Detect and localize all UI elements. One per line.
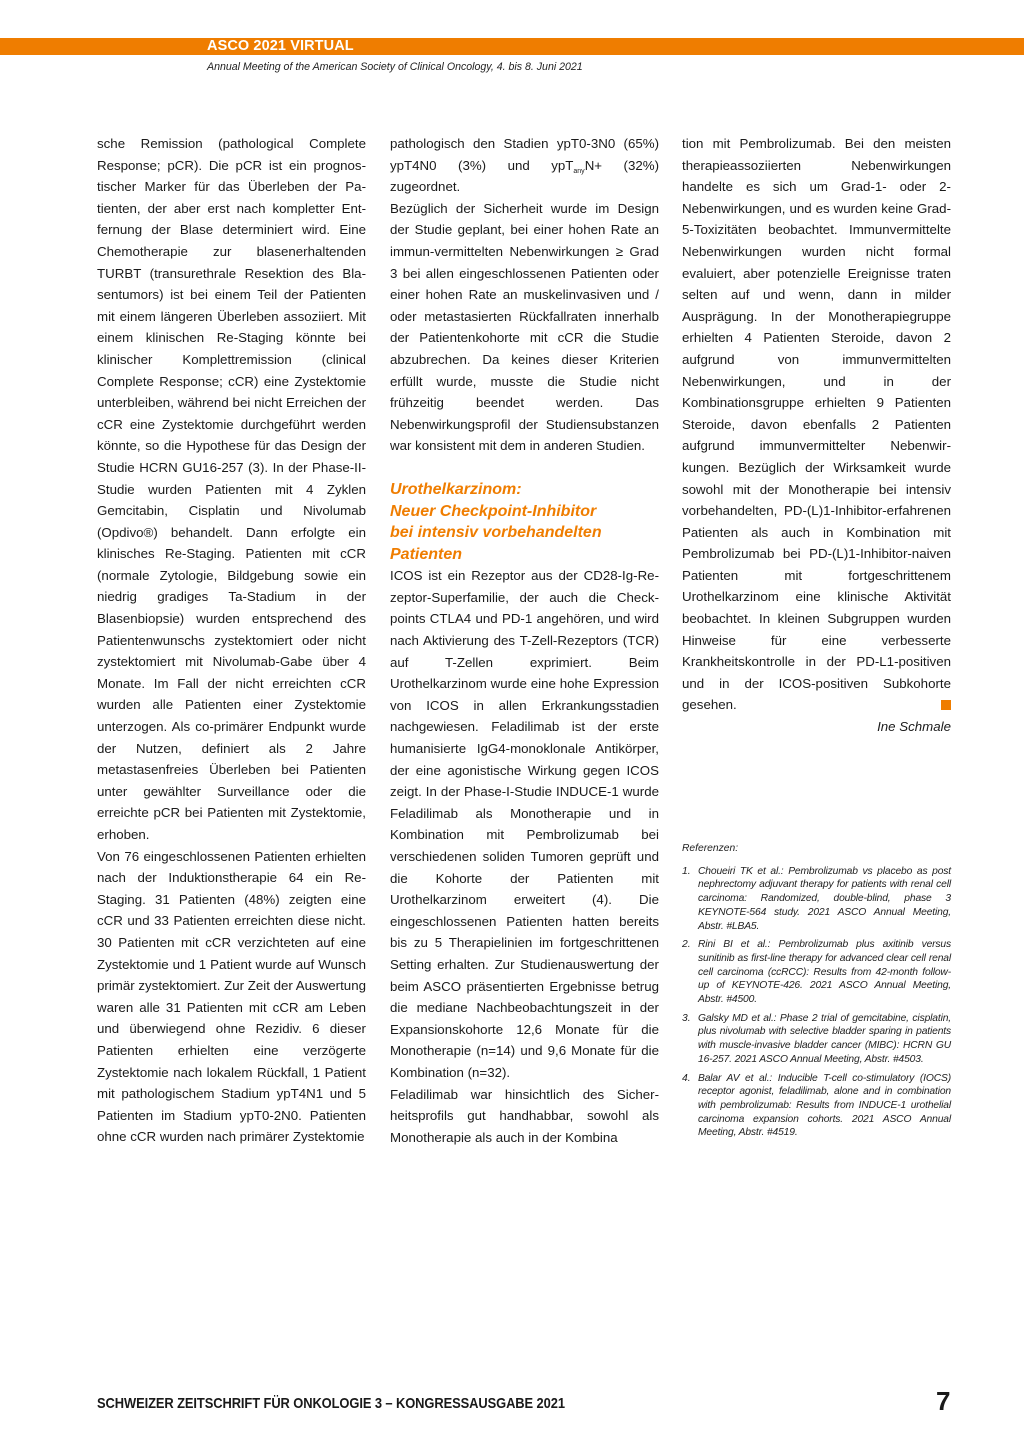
heading-line: Patienten bbox=[390, 545, 463, 563]
reference-text: Balar AV et al.: Inducible T-cell co-stimulatory (IOCS) receptor agonist, feladilimab, alone and in combination with pembrolizumab: Results from INDUCE-1 urothelial carcinoma expansion cohorts. 2021 ASCO Annual Meeting, Abstr. #4519. bbox=[698, 1072, 951, 1139]
paragraph: ICOS ist ein Rezeptor aus der CD28-Ig-Rezeptor-Superfamilie, der auch die Checkpoints CTLA4 und PD-1 angehören, und wird nach Aktivierung des T-Zell-Rezeptors (TCR) auf T-Zellen exprimiert. Beim Urothelkarzinom wurde eine hohe Expression von ICOS in allen Erkrankungsstadien nachgewiesen. Feladilimab ist der erste humanisierte IgG4-monoklonale Antikörper, der eine agonistische Wirkung gegen ICOS zeigt. In der Phase-I-Studie INDUCE-1 wurde Feladilimab als Monotherapie und in Kombination mit Pembrolizumab bei verschiedenen soliden Tumoren geprüft und die Kohorte der Patienten mit Urothelkarzinom erweitert (4). Die eingeschlossenen Patienten hatten bereits bis zu 5 Therapielinien im fortgeschrittenen Setting erhalten. Zur Studienauswertung der beim ASCO präsentierten Ergebnisse betrug die mediane Nachbeobachtungszeit in der Expansionskohorte 12,6 Monate für die Monotherapie (n=14) und 9,6 Monate für die Kombination (n=32). bbox=[390, 568, 659, 1080]
end-of-article-marker bbox=[941, 700, 951, 710]
conference-title: ASCO 2021 VIRTUAL bbox=[207, 38, 354, 54]
reference-number: 1. bbox=[682, 865, 691, 877]
section-heading bbox=[390, 479, 659, 565]
reference-item bbox=[682, 1072, 951, 1141]
reference-text: Choueiri TK et al.: Pembrolizumab vs placebo as post nephrectomy adjuvant therapy for patients with renal cell carcinoma: Randomized, double-blind, phase 3 KEYNOTE-564 study. 2021 ASCO Annual Meeting, Abstr. #LBA5. bbox=[698, 865, 951, 932]
references-title: Referenzen: bbox=[682, 843, 739, 854]
text-run: tion mit Pembrolizumab. Bei den meisten therapieassoziierten Nebenwirkungen handelte es sich um Grad-1- oder 2-Nebenwirkungen, und es wurden keine Grad-5-Toxizitäten beobachtet. Immunvermittelte Nebenwirkungen wurden nicht formal evaluiert, aber potenzielle Ereignisse traten selten auf und wenn, dann in milder Ausprägung. In der Monotherapiegruppe erhielten 4 Patienten Steroide, davon 2 aufgrund von immunvermittelten Nebenwirkungen, und in der Kombinationsgruppe erhielten 9 Patienten Steroide, davon ebenfalls 2 Patienten aufgrund immunvermittelter Nebenwirkungen. Bezüglich der Wirksamkeit wurde sowohl mit der Monotherapie bei intensiv vorbehandelten, PD-(L)1-Inhibitor-erfahrenen Patienten als auch in Kombination mit Pembrolizumab bei PD-(L)1-Inhibitor-naiven Patienten mit fortgeschrittenem Urothelkarzinom eine klinische Aktivität beobachtet. In kleinen Subgruppen wurden Hinweise für eine verbesserte Krankheitskontrolle in der PD-L1-positiven und in der ICOS-positiven Subkohorte gesehen. bbox=[682, 136, 951, 713]
author-name: Ine Schmale bbox=[877, 719, 951, 735]
reference-item bbox=[682, 1012, 951, 1067]
reference-number: 3. bbox=[682, 1012, 691, 1024]
paragraph bbox=[390, 133, 659, 198]
column-2 bbox=[390, 133, 659, 1148]
reference-number: 2. bbox=[682, 939, 691, 951]
paragraph bbox=[682, 133, 951, 716]
paragraph: Feladilimab war hinsichtlich des Sicherheitsprofils gut handhabbar, sowohl als Monotherapie als auch in der Kombina bbox=[390, 1086, 659, 1145]
reference-number: 4. bbox=[682, 1072, 691, 1084]
journal-footer: SCHWEIZER ZEITSCHRIFT FÜR ONKOLOGIE 3 – KONGRESSAUSGABE 2021 bbox=[97, 1395, 565, 1412]
conference-subtitle: Annual Meeting of the American Society of Clinical Oncology, 4. bis 8. Juni 2021 bbox=[207, 61, 583, 73]
column-3 bbox=[682, 133, 951, 738]
header-bar bbox=[0, 38, 1024, 55]
paragraph: Bezüglich der Sicherheit wurde im Design der Studie geplant, bei einer hohen Rate an immun-vermittelten Nebenwirkungen ≥ Grad 3 bei allen eingeschlossenen Patienten oder einer hohen Rate an muskelinvasiven und / oder metastasierten Rückfallraten innerhalb der Patientenkohorte mit cCR die Studie abzubrechen. Da keines dieser Kriterien erfüllt wurde, musste die Studie nicht frühzeitig beendet werden. Das Nebenwirkungsprofil der Studiensubstanzen war konsistent mit dem in anderen Studien. bbox=[390, 200, 659, 454]
column-1 bbox=[97, 133, 366, 1148]
paragraph: sche Remission (pathological Complete Response; pCR). Die pCR ist ein prognostischer Marker für das Überleben der Patienten, der aber erst nach kompletter Entfernung der Blase determiniert wird. Eine Chemotherapie zur blasenerhaltenden TURBT (transurethrale Resektion des Blasentumors) ist bei einem Teil der Patienten mit einem längeren Überleben assoziiert. Mit einem klinischen Re-Staging könnte bei klinischer Komplettremission (clinical Complete Response; cCR) eine Zystektomie unterbleiben, während bei nicht Erreichen der cCR eine Zystektomie durchgeführt werden könnte, so die Hypothese für das Design der Studie HCRN GU16-257 (3). In der Phase-II-Studie wurden Patienten mit 4 Zyklen Gemcitabin, Cisplatin und Nivolumab (Opdivo®) behandelt. Dann erfolgte ein klinisches Re-Staging. Patienten mit cCR (normale Zytologie, Bildgebung sowie ein niedrig gradiges Ta-Stadium in der Blasenbiopsie) wurden entsprechend des Patientenwunschs zystektomiert oder nicht zystektomiert mit Nivolumab-Gabe über 4 Monate. Im Fall der nicht erreichten cCR wurden alle Patienten einer Zystektomie unterzogen. Als co-primärer Endpunkt wurde der Nutzen, definiert als 2 Jahre metastasenfreies Überleben bei Patienten unter gewählter Surveillance oder die erreichte pCR bei Patienten mit Zystektomie, erhoben. bbox=[97, 136, 366, 842]
references bbox=[682, 842, 951, 1145]
page-number: 7 bbox=[936, 1386, 951, 1416]
reference-item bbox=[682, 865, 951, 934]
heading-line: Urothelkarzinom: bbox=[390, 480, 522, 498]
heading-line: bei intensiv vorbehandelten bbox=[390, 524, 602, 542]
paragraph: Von 76 eingeschlossenen Patienten erhielten nach der Induktionstherapie 64 ein Re-Staging. 31 Patienten (48%) zeigten eine cCR und 33 Patienten erreichten diese nicht. 30 Patienten mit cCR verzichteten auf eine Zystektomie und 1 Patient wurde auf Wunsch primär zystektomiert. Zur Zeit der Auswertung waren alle 31 Patienten mit cCR am Leben und überwiegend ohne Rezidiv. 6 dieser Patienten erhielten eine verzögerte Zystektomie nach lokalem Rückfall, 1 Patient mit pathologischem Stadium ypT4N1 und 5 Patienten im Stadium ypT0-2N0. Patienten ohne cCR wurden nach primärer Zystektomie bbox=[97, 848, 366, 1145]
reference-item bbox=[682, 938, 951, 1007]
reference-text: Rini BI et al.: Pembrolizumab plus axitinib versus sunitinib as first-line therapy for advanced clear cell renal cell carcinoma (ccRCC): Results from 42-month follow-up of KEYNOTE-426. 2021 ASCO Annual Meeting, Abstr. #4500. bbox=[698, 939, 951, 1006]
reference-text: Galsky MD et al.: Phase 2 trial of gemcitabine, cisplatin, plus nivolumab with selective bladder sparing in patients with muscle-invasive bladder cancer (MIBC): HCRN GU 16-257. 2021 ASCO Annual Meeting, Abstr. #4503. bbox=[698, 1012, 951, 1065]
subscript: any bbox=[573, 167, 585, 175]
heading-line: Neuer Checkpoint-Inhibitor bbox=[390, 502, 597, 520]
text-run: pathologisch den Stadien ypT0-3N0 (65%) ypT4N0 (3%) und ypT bbox=[390, 136, 659, 173]
text-run: N+ (32%) zugeordnet. bbox=[390, 157, 659, 195]
